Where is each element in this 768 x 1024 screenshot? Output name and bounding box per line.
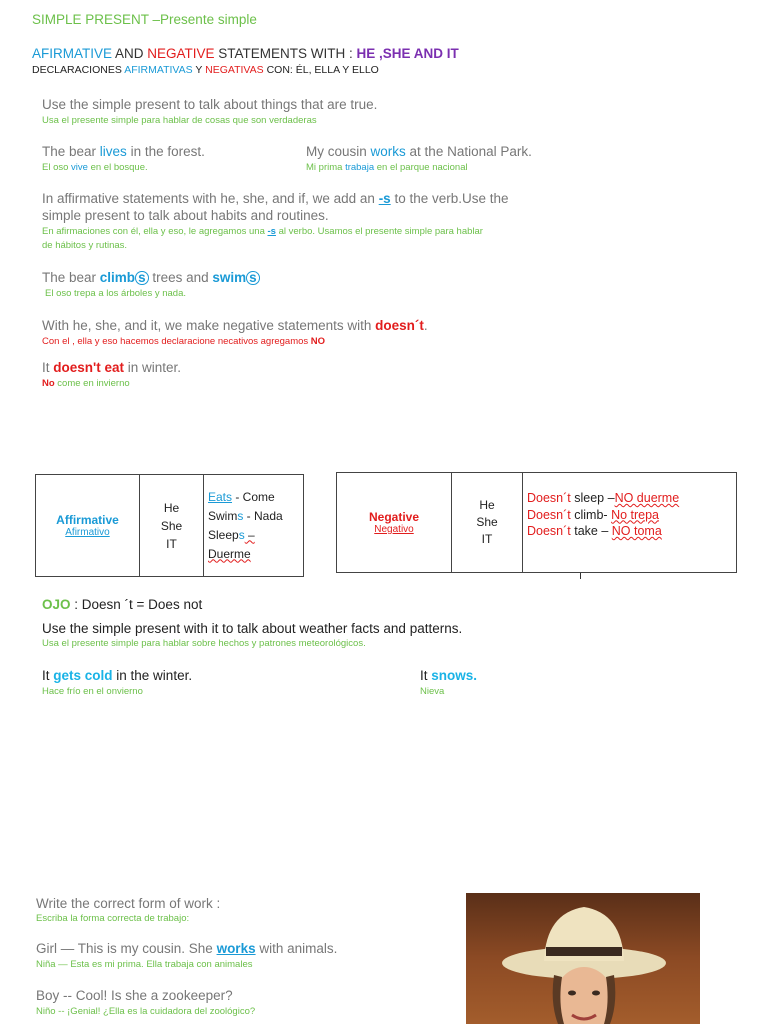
weather-rule: Use the simple present with it to talk about weather facts and patterns. [42,621,463,636]
pronoun-cell: He She IT [140,475,204,577]
example-cousin-works-es: Mi prima trabaja en el parque nacional [306,162,468,173]
ranger-illustration [466,893,700,1024]
negative-label-es: Negativo [374,524,414,535]
suffix-s-marker: s [135,271,149,285]
exercise-question-1: Girl — This is my cousin. She works with animals. [36,941,338,956]
negative-row: Doesn´t climb- No trepa [527,507,660,522]
example-bear-climbs: The bear climb s trees and swim s [42,270,260,285]
example-doesnt-eat-es: No come en invierno [42,378,130,389]
exercise-title: Write the correct form of work : [36,896,221,911]
negative-table [336,472,737,573]
exercise-question-2-es: Niño -- ¡Genial! ¿Ella es la cuidadora del zoológico? [36,1006,256,1017]
example-snows-es: Nieva [420,686,445,697]
example-gets-cold-es: Hace frío en el onvierno [42,686,143,697]
example-snows: It snows. [420,668,478,683]
example-bear-lives: The bear lives in the forest. [42,144,205,159]
section-heading-es: DECLARACIONES AFIRMATIVAS Y NEGATIVAS CON: ÉL, ELLA Y ELLO [32,64,379,76]
example-bear-climbs-es: El oso trepa a los árboles y nada. [45,288,187,299]
rule-affirmative-line2: simple present to talk about habits and routines. [42,208,329,223]
ojo-note: OJO : Doesn ´t = Does not [42,597,203,612]
rule-affirmative: In affirmative statements with he, she, and if, we add an -s to the verb.Use the [42,191,509,206]
verb-row: Sleeps – Duerme [208,527,255,561]
section-heading: AFIRMATIVE AND NEGATIVE STATEMENTS WITH : HE ,SHE AND IT [32,46,459,61]
table-tick-mark [580,573,581,579]
rule-negative-es: Con el , ella y eso hacemos declaracione necativos agregamos NO [42,336,326,347]
intro-text-es: Usa el presente simple para hablar de cosas que son verdaderas [42,115,317,126]
rule-affirmative-es-line2: de hábitos y rutinas. [42,240,128,251]
pronoun-cell: He She IT [452,473,523,573]
affirmative-label: Affirmative [56,513,119,527]
park-ranger-photo [466,893,700,1024]
verb-row: Swims - Nada [208,508,283,523]
exercise-question-2: Boy -- Cool! Is she a zookeeper? [36,988,233,1003]
example-cousin-works: My cousin works at the National Park. [306,144,532,159]
affirmative-table [35,474,304,577]
negative-row: Doesn´t sleep –NO duerme [527,491,680,505]
answer-blank: works [216,941,256,956]
example-gets-cold: It gets cold in the winter. [42,668,193,683]
negative-forms-cell [523,473,737,573]
example-doesnt-eat: It doesn't eat in winter. [42,360,182,375]
rule-negative: With he, she, and it, we make negative statements with doesn´t. [42,318,428,333]
negative-row: Doesn´t take – NO toma [527,524,662,538]
exercise-title-es: Escriba la forma correcta de trabajo: [36,913,190,924]
negative-label-cell [337,473,452,573]
affirmative-label-cell [36,475,140,577]
example-bear-lives-es: El oso vive en el bosque. [42,162,148,173]
rule-affirmative-es: En afirmaciones con él, ella y eso, le agregamos una -s al verbo. Usamos el presente simple para hablar [42,226,483,237]
exercise-question-1-es: Niña — Esta es mi prima. Ella trabaja con animales [36,959,253,970]
suffix-s-marker: s [246,271,260,285]
page-title: SIMPLE PRESENT –Presente simple [32,12,257,27]
intro-text: Use the simple present to talk about things that are true. [42,97,378,112]
negative-label: Negative [368,510,420,524]
affirmative-label-es: Afirmativo [65,527,110,538]
verb-row: Eats - Come [208,489,275,504]
verb-forms-cell [204,475,304,577]
weather-rule-es: Usa el presente simple para hablar sobre hechos y patrones meteorológicos. [42,638,366,649]
